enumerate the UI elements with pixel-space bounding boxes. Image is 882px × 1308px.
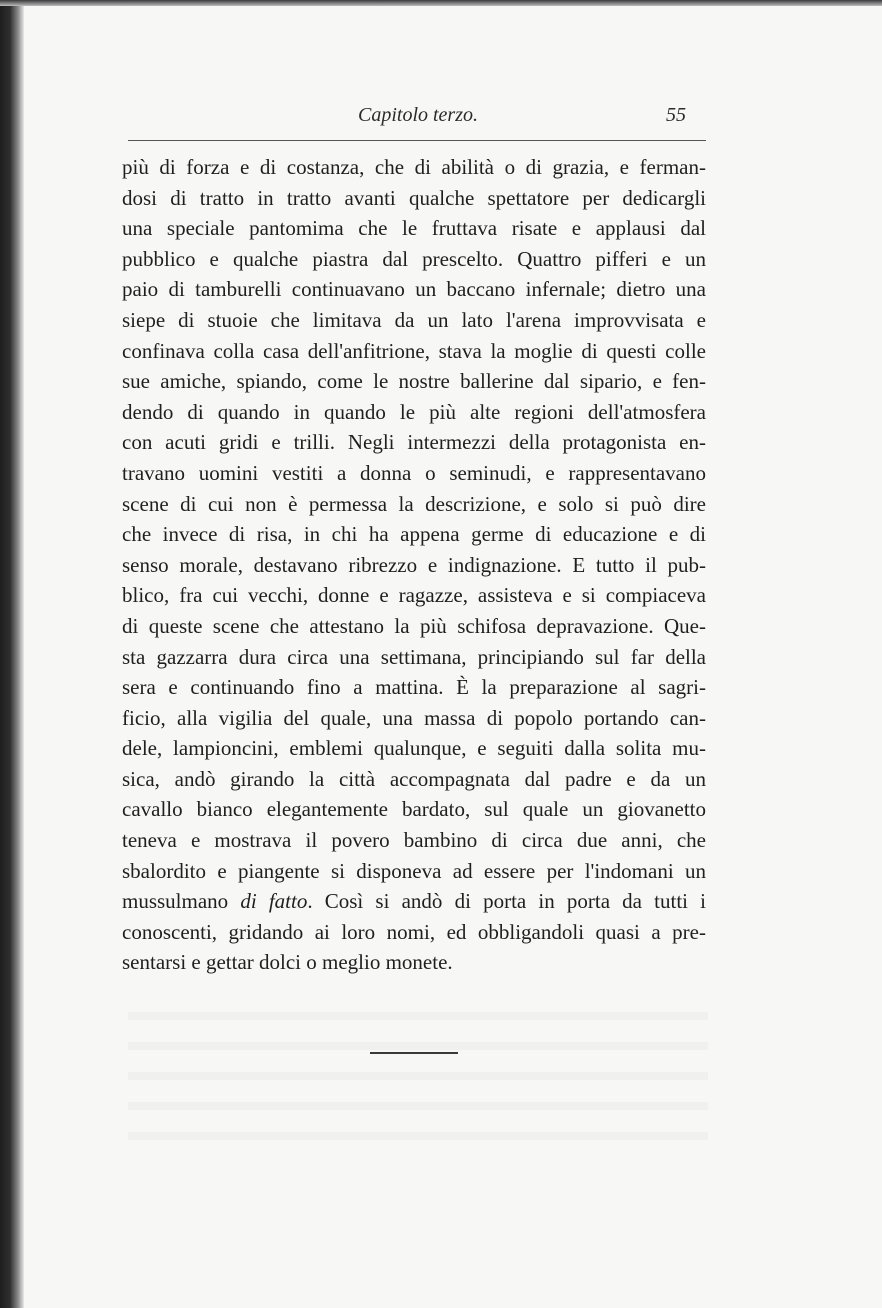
text-line: con acuti gridi e trilli. Negli intermezzi della protagonista en- (122, 430, 706, 455)
section-end-rule (370, 1052, 458, 1054)
text-line (122, 886, 706, 917)
text-line: sue amiche, spiando, come le nostre ballerine dal sipario, e fen- (122, 369, 706, 394)
text-line: cavallo bianco elegantemente bardato, sul quale un giovanetto (122, 797, 706, 822)
show-through-bleed (128, 990, 708, 1150)
text-line: teneva e mostrava il povero bambino di circa due anni, che (122, 828, 706, 853)
text-line: scene di cui non è permessa la descrizione, e solo si può dire (122, 491, 706, 516)
text-line: paio di tamburelli continuavano un baccano infernale; dietro una (122, 277, 706, 302)
text-fragment: . Così si andò di porta in porta da tutti i (307, 889, 706, 914)
text-line: che invece di risa, in chi ha appena germe di educazione e di (122, 522, 706, 547)
text-line: più di forza e di costanza, che di abilità o di grazia, e ferman- (122, 155, 706, 179)
text-line: ficio, alla vigilia del quale, una massa di popolo portando can- (122, 705, 706, 730)
text-line: travano uomini vestiti a donna o seminudi, e rappresentavano (122, 460, 706, 485)
text-line: di queste scene che attestano la più schifosa depravazione. Que- (122, 613, 706, 638)
body-text (122, 152, 706, 978)
text-line: sta gazzarra dura circa una settimana, principiando sul far della (122, 644, 706, 669)
chapter-title: Capitolo terzo. (357, 104, 478, 126)
text-line: dele, lampioncini, emblemi qualunque, e seguiti dalla solita mu- (122, 736, 706, 761)
text-line: sera e continuando fino a mattina. È la preparazione al sagri- (122, 675, 706, 700)
text-line: pubblico e qualche piastra dal prescelto. Quattro pifferi e un (122, 246, 706, 271)
page-number: 55 (666, 104, 686, 126)
page-binding-shadow (0, 0, 24, 1308)
header-rule (128, 140, 706, 141)
text-line: sbalordito e piangente si disponeva ad essere per l'indomani un (122, 858, 706, 883)
text-line: senso morale, destavano ribrezzo e indignazione. E tutto il pub- (122, 552, 706, 577)
running-head (128, 100, 708, 136)
text-fragment: mussulmano (122, 889, 241, 914)
text-line: siepe di stuoie che limitava da un lato l'arena improvvisata e (122, 307, 706, 332)
text-line: dendo di quando in quando le più alte regioni dell'atmosfera (122, 399, 706, 424)
text-line: confinava colla casa dell'anfitrione, stava la moglie di questi colle (122, 338, 706, 363)
text-line: sica, andò girando la città accompagnata dal padre e da un (122, 766, 706, 791)
italic-phrase: di fatto (240, 889, 308, 914)
text-line: blico, fra cui vecchi, donne e ragazze, assisteva e si compiaceva (122, 583, 706, 608)
text-line: una speciale pantomima che le fruttava risate e applausi dal (122, 216, 706, 241)
page-top-edge (0, 0, 882, 6)
text-line: dosi di tratto in tratto avanti qualche spettatore per dedicargli (122, 185, 706, 210)
text-line: conoscenti, gridando ai loro nomi, ed obbligandoli quasi a pre- (122, 919, 706, 944)
text-line-last: sentarsi e gettar dolci o meglio monete. (122, 950, 453, 975)
